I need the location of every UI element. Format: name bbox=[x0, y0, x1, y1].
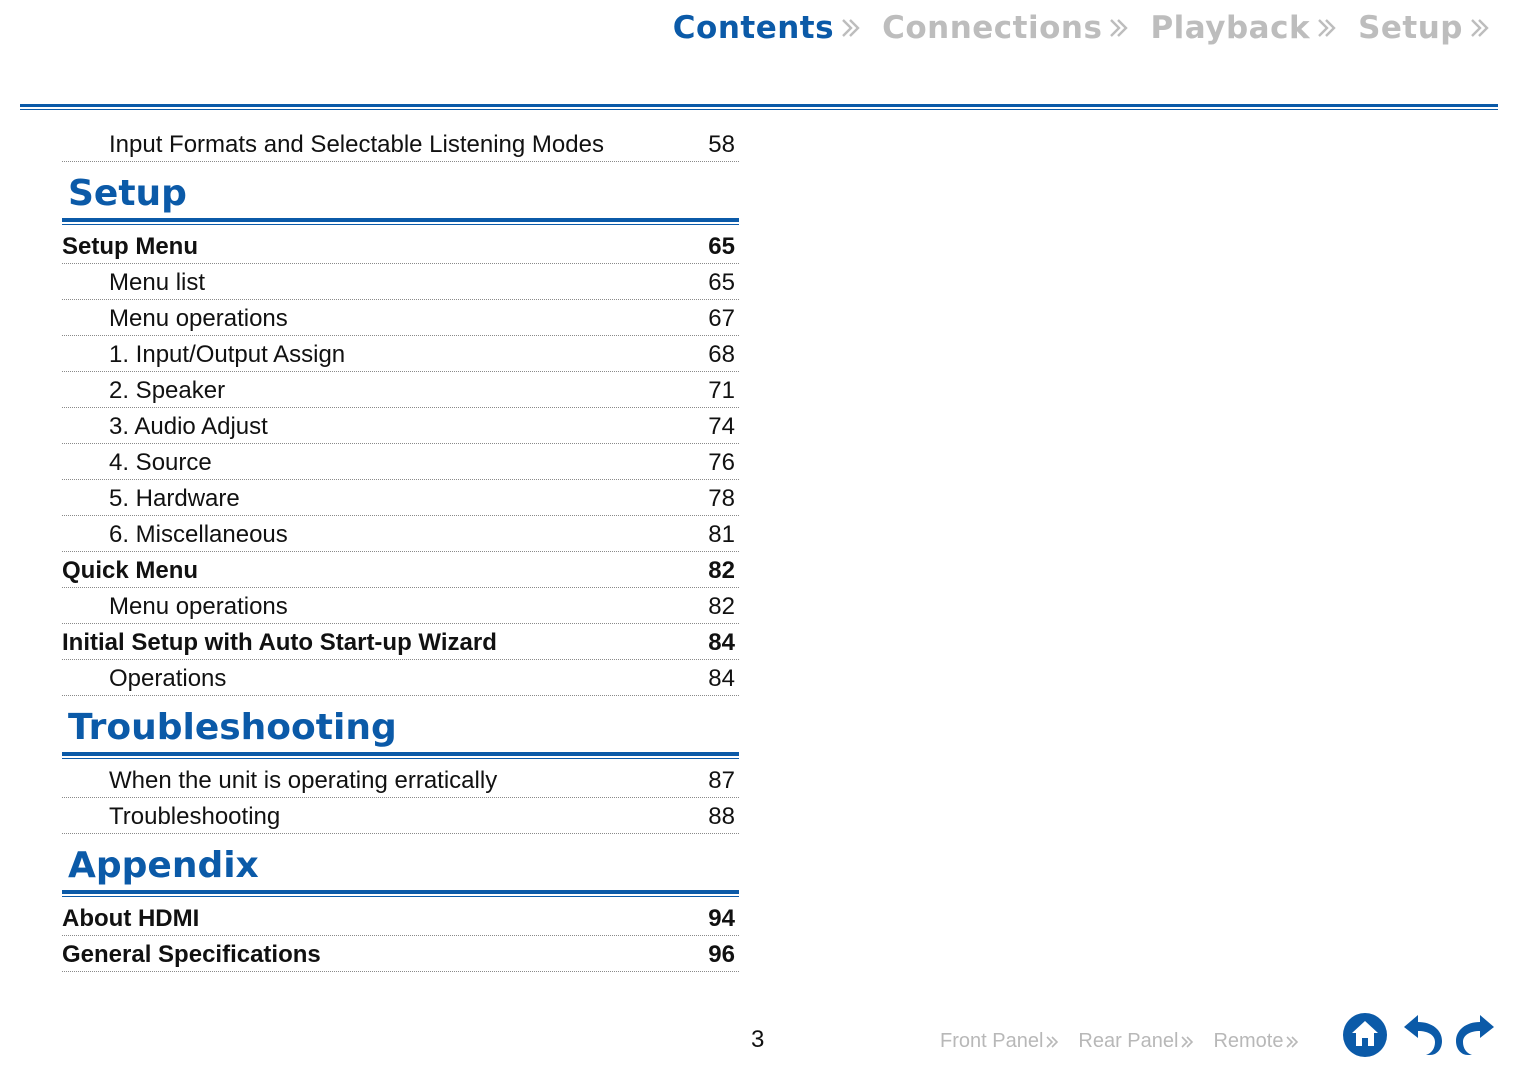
home-icon[interactable] bbox=[1342, 1012, 1388, 1058]
toc-row-title: Setup Menu bbox=[62, 233, 198, 260]
toc-row-title: 4. Source bbox=[109, 449, 212, 476]
header-divider bbox=[20, 104, 1498, 110]
toc-row[interactable] bbox=[62, 936, 739, 972]
toc-row-page: 96 bbox=[708, 941, 735, 968]
section-heading-setup[interactable] bbox=[62, 162, 739, 218]
toc-row-title: Initial Setup with Auto Start-up Wizard bbox=[62, 629, 497, 656]
tab-playback[interactable] bbox=[1150, 10, 1340, 46]
toc-row-title: Input Formats and Selectable Listening Modes bbox=[109, 131, 604, 158]
table-of-contents bbox=[62, 126, 739, 972]
toc-row-title: General Specifications bbox=[62, 941, 321, 968]
double-chevron-right-icon bbox=[1106, 15, 1132, 41]
toc-row-page: 81 bbox=[708, 521, 735, 548]
toc-row-title: Quick Menu bbox=[62, 557, 199, 584]
toc-row[interactable] bbox=[62, 660, 739, 696]
toc-row-title: Menu list bbox=[109, 269, 206, 296]
remote-link[interactable] bbox=[1213, 1030, 1300, 1053]
toc-row-page: 94 bbox=[708, 905, 735, 932]
toc-row[interactable] bbox=[62, 516, 739, 552]
toc-row-title: 5. Hardware bbox=[109, 485, 240, 512]
toc-row-title: Troubleshooting bbox=[109, 803, 281, 830]
toc-row[interactable] bbox=[62, 900, 739, 936]
toc-row-title: 2. Speaker bbox=[109, 377, 226, 404]
toc-row-page: 76 bbox=[708, 449, 735, 476]
double-chevron-right-icon bbox=[1179, 1034, 1195, 1050]
section-heading-appendix[interactable] bbox=[62, 834, 739, 890]
section-title: Appendix bbox=[68, 845, 259, 886]
double-chevron-right-icon bbox=[1044, 1034, 1060, 1050]
rear-panel-link-label: Rear Panel bbox=[1078, 1030, 1179, 1052]
tab-playback-label: Playback bbox=[1150, 10, 1311, 46]
toc-row[interactable] bbox=[62, 264, 739, 300]
toc-row[interactable] bbox=[62, 300, 739, 336]
front-panel-link-label: Front Panel bbox=[940, 1030, 1044, 1052]
toc-row-title: 6. Miscellaneous bbox=[109, 521, 288, 548]
toc-row[interactable] bbox=[62, 444, 739, 480]
tab-contents[interactable] bbox=[673, 10, 864, 46]
toc-row-page: 68 bbox=[708, 341, 735, 368]
toc-row-title: Operations bbox=[109, 665, 227, 692]
toc-row[interactable] bbox=[62, 336, 739, 372]
toc-row-page: 88 bbox=[708, 803, 735, 830]
remote-link-label: Remote bbox=[1213, 1030, 1284, 1052]
toc-row-title: Menu operations bbox=[109, 305, 288, 332]
forward-icon[interactable] bbox=[1450, 1013, 1498, 1057]
tab-connections[interactable] bbox=[882, 10, 1132, 46]
section-title: Setup bbox=[68, 173, 187, 214]
toc-row-title: 3. Audio Adjust bbox=[109, 413, 268, 440]
toc-row-page: 84 bbox=[708, 629, 735, 656]
front-panel-link[interactable] bbox=[940, 1030, 1060, 1053]
page-navigation-icons bbox=[1342, 1012, 1498, 1058]
toc-row-title: 1. Input/Output Assign bbox=[109, 341, 346, 368]
toc-row[interactable] bbox=[62, 798, 739, 834]
toc-row-title: Menu operations bbox=[109, 593, 288, 620]
section-title: Troubleshooting bbox=[68, 707, 397, 748]
toc-row-page: 82 bbox=[708, 557, 735, 584]
footer-links bbox=[940, 1030, 1318, 1053]
toc-row-title: About HDMI bbox=[62, 905, 200, 932]
section-divider bbox=[62, 218, 739, 226]
toc-row-page: 78 bbox=[708, 485, 735, 512]
toc-row[interactable] bbox=[62, 624, 739, 660]
toc-row-page: 82 bbox=[708, 593, 735, 620]
double-chevron-right-icon bbox=[1467, 15, 1493, 41]
toc-row[interactable] bbox=[62, 372, 739, 408]
tab-setup[interactable] bbox=[1358, 10, 1493, 46]
toc-row[interactable] bbox=[62, 480, 739, 516]
double-chevron-right-icon bbox=[838, 15, 864, 41]
toc-row-title: When the unit is operating erratically bbox=[109, 767, 498, 794]
rear-panel-link[interactable] bbox=[1078, 1030, 1195, 1053]
page-number: 3 bbox=[751, 1026, 765, 1053]
toc-row[interactable] bbox=[62, 408, 739, 444]
tab-setup-label: Setup bbox=[1358, 10, 1463, 46]
toc-row[interactable] bbox=[62, 228, 739, 264]
tab-contents-label: Contents bbox=[672, 10, 835, 46]
toc-row-page: 84 bbox=[708, 665, 735, 692]
top-navigation bbox=[655, 10, 1493, 46]
toc-row-page: 87 bbox=[708, 767, 735, 794]
back-icon[interactable] bbox=[1400, 1013, 1448, 1057]
toc-row[interactable] bbox=[62, 588, 739, 624]
toc-row[interactable] bbox=[62, 762, 739, 798]
toc-row-page: 58 bbox=[708, 131, 735, 158]
double-chevron-right-icon bbox=[1284, 1034, 1300, 1050]
section-divider bbox=[62, 890, 739, 898]
double-chevron-right-icon bbox=[1314, 15, 1340, 41]
toc-row-page: 67 bbox=[708, 305, 735, 332]
toc-row-page: 74 bbox=[708, 413, 735, 440]
section-divider bbox=[62, 752, 739, 760]
tab-connections-label: Connections bbox=[882, 10, 1103, 46]
toc-row[interactable] bbox=[62, 126, 739, 162]
toc-row-page: 65 bbox=[708, 233, 735, 260]
toc-row-page: 71 bbox=[708, 377, 735, 404]
toc-row-page: 65 bbox=[708, 269, 735, 296]
toc-row[interactable] bbox=[62, 552, 739, 588]
section-heading-troubleshooting[interactable] bbox=[62, 696, 739, 752]
